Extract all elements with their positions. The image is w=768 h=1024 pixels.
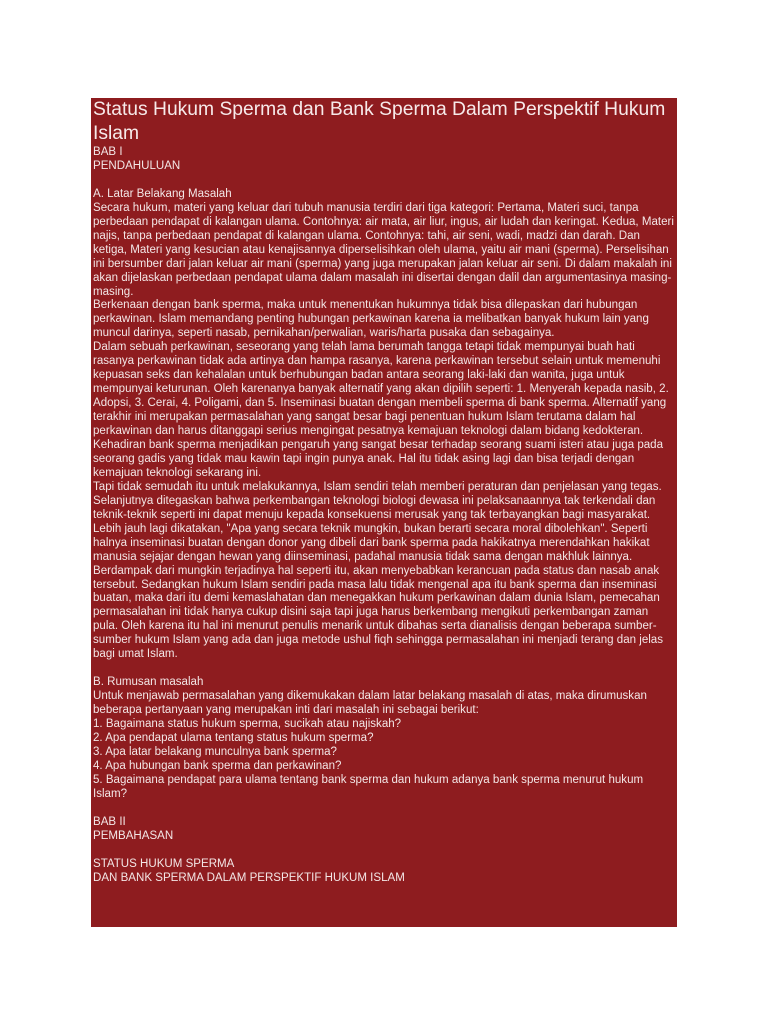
list-item: 5. Bagaimana pendapat para ulama tentang bank sperma dan hukum adanya bank sperma menurut hukum Islam? bbox=[93, 773, 644, 800]
chapter-title: PENDAHULUAN bbox=[93, 159, 181, 172]
paragraph: Secara hukum, materi yang keluar dari tubuh manusia terdiri dari tiga kategori: Pertama, Materi suci, tanpa perbedaan pendapat di kalangan ulama. Contohnya: air mata, air liur, ingus, air ludah dan keringat. Kedua, Materi najis, tanpa perbedaan pendapat di kalangan ulama. Contohnya: tahi, air seni, wadi, madzi dan darah. Dan ketiga, Materi yang kesucian atau kenajisannya diperselisihkan oleh ulama, yaitu air mani (sperma). Perselisihan ini bersumber dari jalan keluar air mani (sperma) yang juga merupakan jalan keluar air seni. Di dalam makalah ini akan dijelaskan perbedaan pendapat ulama dalam masalah ini disertai dengan dalil dan argumentasinya masing-masing. bbox=[93, 201, 674, 298]
chapter-label: BAB II bbox=[93, 815, 126, 828]
paragraph: Kehadiran bank sperma menjadikan pengaruh yang sangat besar terhadap seorang suami isteri atau juga pada seorang gadis yang tidak mau kawin tapi ingin punya anak. Hal itu tidak asing lagi dan bisa terjadi dengan kemajuan teknologi sekarang ini. bbox=[93, 439, 664, 479]
list-item: 2. Apa pendapat ulama tentang status hukum sperma? bbox=[93, 732, 374, 744]
chapter-label: BAB I bbox=[93, 146, 123, 158]
section-heading: STATUS HUKUM SPERMA bbox=[93, 857, 235, 870]
spacer bbox=[93, 844, 676, 858]
question-list bbox=[93, 718, 676, 802]
list-item: 3. Apa latar belakang munculnya bank sperma? bbox=[93, 745, 337, 758]
list-item: 4. Apa hubungan bank sperma dan perkawinan? bbox=[93, 759, 342, 772]
spacer bbox=[93, 662, 676, 676]
paragraph: Untuk menjawab permasalahan yang dikemukakan dalam latar belakang masalah di atas, maka dirumuskan beberapa pertanyaan yang merupakan inti dari masalah ini sebagai berikut: bbox=[93, 690, 647, 717]
section-heading: A. Latar Belakang Masalah bbox=[93, 187, 232, 200]
section-heading: B. Rumusan masalah bbox=[93, 676, 204, 689]
paragraph: Dalam sebuah perkawinan, seseorang yang telah lama berumah tangga tetapi tidak mempunyai buah hati rasanya perkawinan tidak ada artinya dan hampa rasanya, karena perkawinan tersebut selain untuk memenuhi kepuasan seks dan kehalalan untuk berhubungan badan antara seorang laki-laki dan wanita, juga untuk mempunyai keturunan. Oleh karenanya banyak alternatif yang akan dipilih seperti: 1. Menyerah kepada nasib, 2. Adopsi, 3. Cerai, 4. Poligami, dan 5. Inseminasi buatan dengan membeli sperma di bank sperma. Alternatif yang terakhir ini merupakan permasalahan yang sangat besar bagi penentuan hukum Islam terutama dalam hal perkawinan dan harus ditanggapi serius mengingat pesatnya kemajuan teknologi dalam bidang kedokteran. bbox=[93, 341, 669, 438]
document-page bbox=[91, 98, 677, 927]
paragraph: Berkenaan dengan bank sperma, maka untuk menentukan hukumnya tidak bisa dilepaskan dari hubungan perkawinan. Islam memandang penting hubungan perkawinan karena ia melibatkan banyak hukum lain yang muncul darinya, seperti nasab, pernikahan/perwalian, waris/harta pusaka dan sebagainya. bbox=[93, 299, 649, 340]
paragraph: Tapi tidak semudah itu untuk melakukannya, Islam sendiri telah memberi peraturan dan penjelasan yang tegas. Selanjutnya ditegaskan bahwa perkembangan teknologi biologi dewasa ini pelaksanaannya tak terkendali dan teknik-teknik seperti ini dapat menuju kepada konsekuensi merusak yang tak terbayangkan bagi masyarakat. Lebih jauh lagi dikatakan, "Apa yang secara teknik mungkin, bukan berarti secara moral dibolehkan". Seperti halnya inseminasi buatan dengan donor yang dibeli dari bank sperma pada hakikatnya merendahkan hakikat manusia sejajar dengan hewan yang diinseminasi, padahal manusia tidak sama dengan makhluk lainnya. bbox=[93, 480, 662, 563]
spacer bbox=[93, 174, 676, 188]
list-item: 1. Bagaimana status hukum sperma, sucikah atau najiskah? bbox=[93, 718, 402, 731]
chapter-title: PEMBAHASAN bbox=[93, 829, 174, 842]
document-title: Status Hukum Sperma dan Bank Sperma Dalam Perspektif Hukum Islam bbox=[93, 99, 666, 144]
spacer bbox=[93, 802, 676, 816]
section-heading: DAN BANK SPERMA DALAM PERSPEKTIF HUKUM ISLAM bbox=[93, 871, 405, 884]
paragraph: Berdampak dari mungkin terjadinya hal seperti itu, akan menyebabkan kerancuan pada status dan nasab anak tersebut. Sedangkan hukum Islam sendiri pada masa lalu tidak mengenal apa itu bank sperma dan inseminasi buatan, maka dari itu demi kemaslahatan dan menegakkan hukum perkawinan dalam dunia Islam, pemecahan permasalahan ini tidak hanya cukup disini saja tapi juga harus berkembang mengikuti perkembangan zaman pula. Oleh karena itu hal ini menurut penulis menarik untuk dibahas serta dianalisis dengan beberapa sumber-sumber hukum Islam yang ada dan juga metode ushul fiqh sehingga permasalahan ini menjadi terang dan jelas bagi umat Islam. bbox=[93, 564, 664, 661]
